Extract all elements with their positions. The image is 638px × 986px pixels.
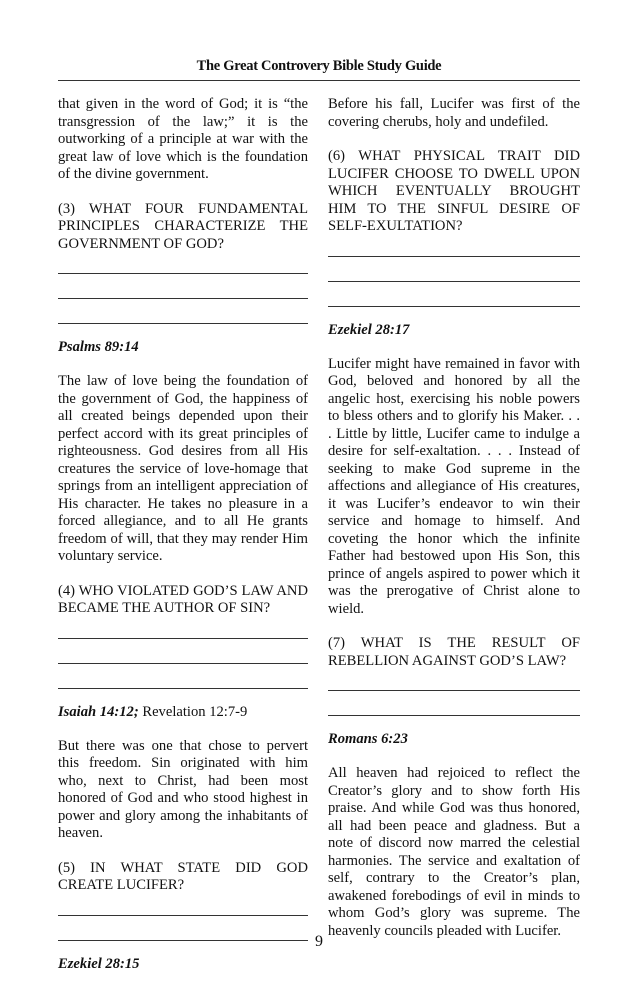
answer-line[interactable] [328, 306, 580, 307]
scripture-reference: Romans 6:23 [328, 731, 408, 747]
answer-line[interactable] [328, 281, 580, 282]
answer-line[interactable] [58, 915, 308, 916]
answer-line[interactable] [58, 688, 308, 689]
scripture-reference: Ezekiel 28:15 [58, 955, 140, 972]
left-column [58, 96, 308, 973]
page-number: 9 [315, 933, 323, 950]
answer-line[interactable] [58, 663, 308, 664]
right-column [328, 96, 580, 940]
paragraph: Before his fall, Lucifer was first of the covering cherubs, holy and undefiled. [328, 96, 580, 130]
answer-line[interactable] [58, 638, 308, 639]
question-6: (6) WHAT PHYSICAL TRAIT DID LUCIFER CHOOSE TO DWELL UPON WHICH EVENTUALLY BROUGHT HIM TO THE SINFUL DESIRE OF SELF-EXULTATION? [328, 148, 580, 234]
running-header: The Great Controvery Bible Study Guide [58, 58, 580, 81]
paragraph: Lucifer might have remained in favor with God, beloved and honored by all the angelic host, exercising his noble powers to bless others and to glorify his Maker. . . . Little by little, Lucifer came to indulge a desire for self-exaltation. . . . Instead of seeking to make God supreme in the affections and allegiance of His creatures, it was Lucifer’s endeavor to win their service and homage to himself. And coveting the honor which the infinite Father had bestowed upon His Son, this prince of angels aspired to power which it was the prerogative of Christ alone to wield. [328, 355, 580, 617]
paragraph: But there was one that chose to pervert this freedom. Sin originated with him who, next to Christ, had been most honored of God and who stood highest in power and glory among the inhabitants of heaven. [58, 737, 308, 841]
question-7: (7) WHAT IS THE RESULT OF REBELLION AGAINST GOD’S LAW? [328, 635, 580, 669]
answer-line[interactable] [58, 298, 308, 299]
answer-line[interactable] [328, 256, 580, 257]
scripture-reference: Ezekiel 28:17 [328, 321, 410, 338]
paragraph: All heaven had rejoiced to reflect the Creator’s glory and to show forth His praise. And while God was thus honored, all had been peace and gladness. But a note of discord now marred the celestial harmonies. The service and exaltation of self, contrary to the Creator’s plan, awakened forebodings of evil in minds to whom God’s glory was supreme. The heavenly councils pleaded with Lucifer. [328, 765, 580, 939]
paragraph: that given in the word of God; it is “the transgression of the law;” it is the outworking of a principle at war with the great law of love which is the foundation of the divine government. [58, 96, 308, 182]
question-4: (4) WHO VIOLATED GOD’S LAW AND BECAME THE AUTHOR OF SIN? [58, 582, 308, 616]
question-3: (3) WHAT FOUR FUNDAMENTAL PRINCIPLES CHARACTERIZE THE GOVERNMENT OF GOD? [58, 200, 308, 252]
answer-line[interactable] [328, 715, 580, 716]
scripture-reference: Psalms 89:14 [58, 339, 139, 355]
scripture-reference: Isaiah 14:12; Revelation 12:7-9 [58, 703, 248, 720]
answer-line[interactable] [58, 273, 308, 274]
answer-line[interactable] [58, 323, 308, 324]
answer-line[interactable] [328, 690, 580, 691]
question-5: (5) IN WHAT STATE DID GOD CREATE LUCIFER? [58, 859, 308, 893]
paragraph: The law of love being the foundation of the government of God, the happiness of all created beings depended upon their perfect accord with its great principles of righteousness. God desires from all His creatures the service of love-homage that springs from an intelligent appreciation of His character. He takes no pleasure in a forced allegiance, and to all He grants freedom of will, that they may render Him voluntary service. [58, 373, 308, 564]
